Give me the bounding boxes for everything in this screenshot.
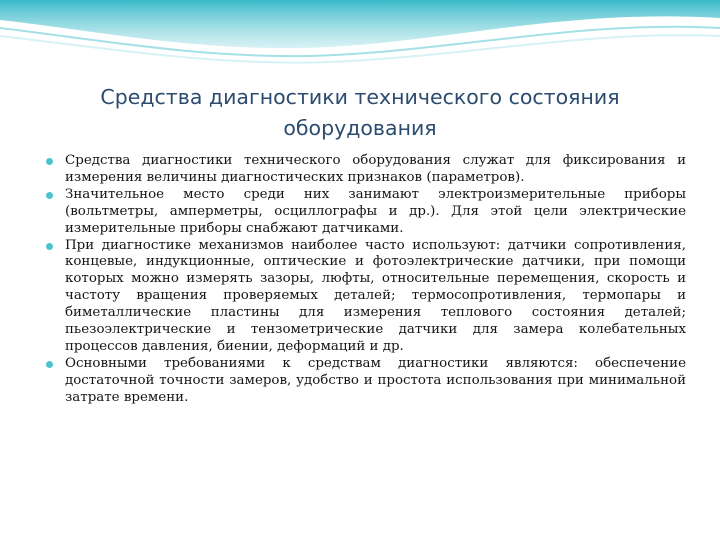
bullet-item [46, 356, 686, 407]
wave-decoration [0, 0, 720, 70]
bullet-dot-icon [46, 158, 53, 165]
bullet-item [46, 238, 686, 356]
bullet-item [46, 187, 686, 238]
bullet-list [46, 153, 686, 407]
bullet-text: Основными требованиями к средствам диагностики являются: обеспечение достаточной точности замеров, удобство и простота использования при минимальной затрате времени. [65, 355, 686, 405]
bullet-text: При диагностике механизмов наиболее часто используют: датчики сопротивления, концевые, индукционные, оптические и фотоэлектрические датчики, при помощи которых можно измерять зазоры, люфты, относительные перемещения, скорость и частоту вращения проверяемых деталей; термосопротивления, термопары и биметаллические пластины для измерения теплового состояния деталей; пьезоэлектрические и тензометрические датчики для замера колебательных процессов давления, биении, деформаций и др. [65, 237, 686, 354]
bullet-text: Значительное место среди них занимают электроизмерительные приборы (вольтметры, амперметры, осциллографы и др.). Для этой цели электрические измерительные приборы снабжают датчиками. [65, 186, 686, 236]
bullet-item [46, 153, 686, 187]
slide-title: Средства диагностики технического состояния оборудования [100, 85, 620, 140]
bullet-dot-icon [46, 192, 53, 199]
bullet-dot-icon [46, 243, 53, 250]
wave-band [0, 0, 720, 48]
bullet-dot-icon [46, 361, 53, 368]
bullet-text: Средства диагностики технического оборудования служат для фиксирования и измерения величины диагностических признаков (параметров). [65, 153, 686, 185]
